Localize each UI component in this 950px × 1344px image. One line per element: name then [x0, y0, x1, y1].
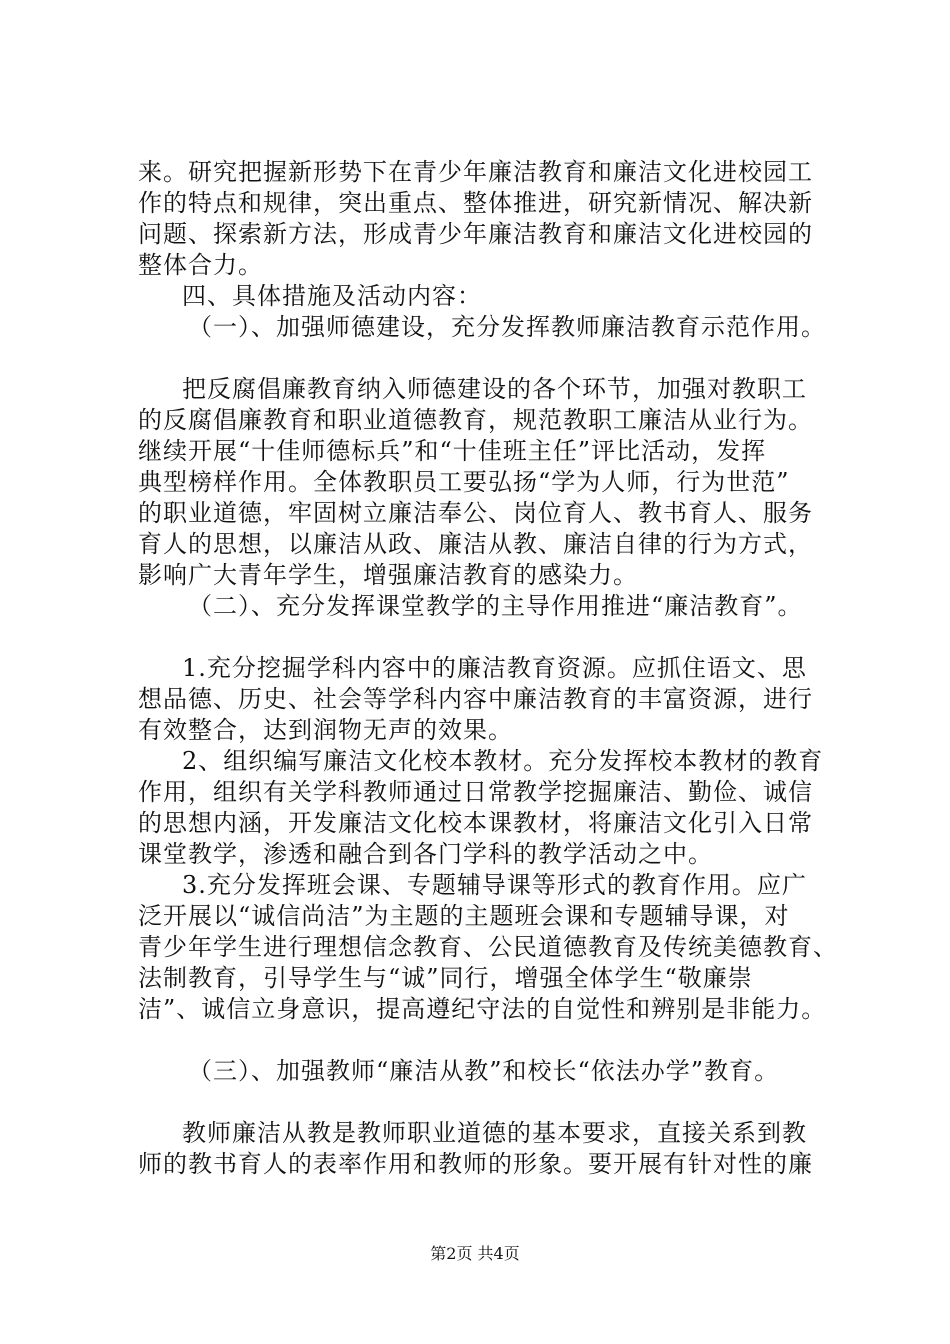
text-line: 的反腐倡廉教育和职业道德教育，规范教职工廉洁从业行为。 — [138, 406, 813, 434]
text-line: 问题、探索新方法，形成青少年廉洁教育和廉洁文化进校园的 — [138, 220, 813, 248]
text-line: 整体合力。 — [138, 251, 263, 279]
text-line: 影响广大青年学生，增强廉洁教育的感染力。 — [138, 561, 638, 589]
text-line: 典型榜样作用。全体教职员工要弘扬“学为人师，行为世范” — [138, 468, 790, 496]
text-line: 1.充分挖掘学科内容中的廉洁教育资源。应抓住语文、思 — [182, 654, 807, 682]
subsection-heading: （三）、加强教师“廉洁从教”和校长“依法办学”教育。 — [188, 1057, 780, 1085]
text-line: 青少年学生进行理想信念教育、公民道德教育及传统美德教育、 — [138, 933, 838, 961]
text-line: 想品德、历史、社会等学科内容中廉洁教育的丰富资源，进行 — [138, 685, 813, 713]
text-line: 来。研究把握新形势下在青少年廉洁教育和廉洁文化进校园工 — [138, 158, 813, 186]
text-line: 2、组织编写廉洁文化校本教材。充分发挥校本教材的教育 — [182, 747, 824, 775]
spacer — [138, 343, 832, 374]
text-line: 的职业道德，牢固树立廉洁奉公、岗位育人、教书育人、服务 — [138, 499, 813, 527]
text-line: 的思想内涵，开发廉洁文化校本课教材，将廉洁文化引入日常 — [138, 809, 813, 837]
text-line: 有效整合，达到润物无声的效果。 — [138, 716, 513, 744]
spacer — [138, 1087, 832, 1118]
text-line: 育人的思想，以廉洁从政、廉洁从教、廉洁自律的行为方式， — [138, 530, 813, 558]
text-line: 教师廉洁从教是教师职业道德的基本要求，直接关系到教 — [182, 1119, 807, 1147]
section-heading: 四、具体措施及活动内容： — [182, 282, 482, 310]
text-line: 洁”、诚信立身意识，提高遵纪守法的自觉性和辨别是非能力。 — [138, 995, 827, 1023]
subsection-heading: （一）、加强师德建设，充分发挥教师廉洁教育示范作用。 — [188, 313, 826, 341]
spacer — [138, 622, 832, 653]
text-line: 泛开展以“诚信尚洁”为主题的主题班会课和专题辅导课，对 — [138, 902, 790, 930]
text-line: 课堂教学，渗透和融合到各门学科的教学活动之中。 — [138, 840, 713, 868]
spacer — [138, 1025, 832, 1056]
page-number-footer: 第2页 共4页 — [430, 1244, 520, 1263]
text-line: 把反腐倡廉教育纳入师德建设的各个环节，加强对教职工 — [182, 375, 807, 403]
subsection-heading: （二）、充分发挥课堂教学的主导作用推进“廉洁教育”。 — [188, 592, 803, 620]
text-line: 作的特点和规律，突出重点、整体推进，研究新情况、解决新 — [138, 189, 813, 217]
text-line: 继续开展“十佳师德标兵”和“十佳班主任”评比活动，发挥 — [138, 437, 767, 465]
text-line: 3.充分发挥班会课、专题辅导课等形式的教育作用。应广 — [182, 871, 807, 899]
text-line: 师的教书育人的表率作用和教师的形象。要开展有针对性的廉 — [138, 1150, 813, 1178]
document-body — [138, 157, 838, 1180]
text-line: 法制教育，引导学生与“诚”同行，增强全体学生“敬廉崇 — [138, 964, 753, 992]
text-line: 作用，组织有关学科教师通过日常教学挖掘廉洁、勤俭、诚信 — [138, 778, 813, 806]
